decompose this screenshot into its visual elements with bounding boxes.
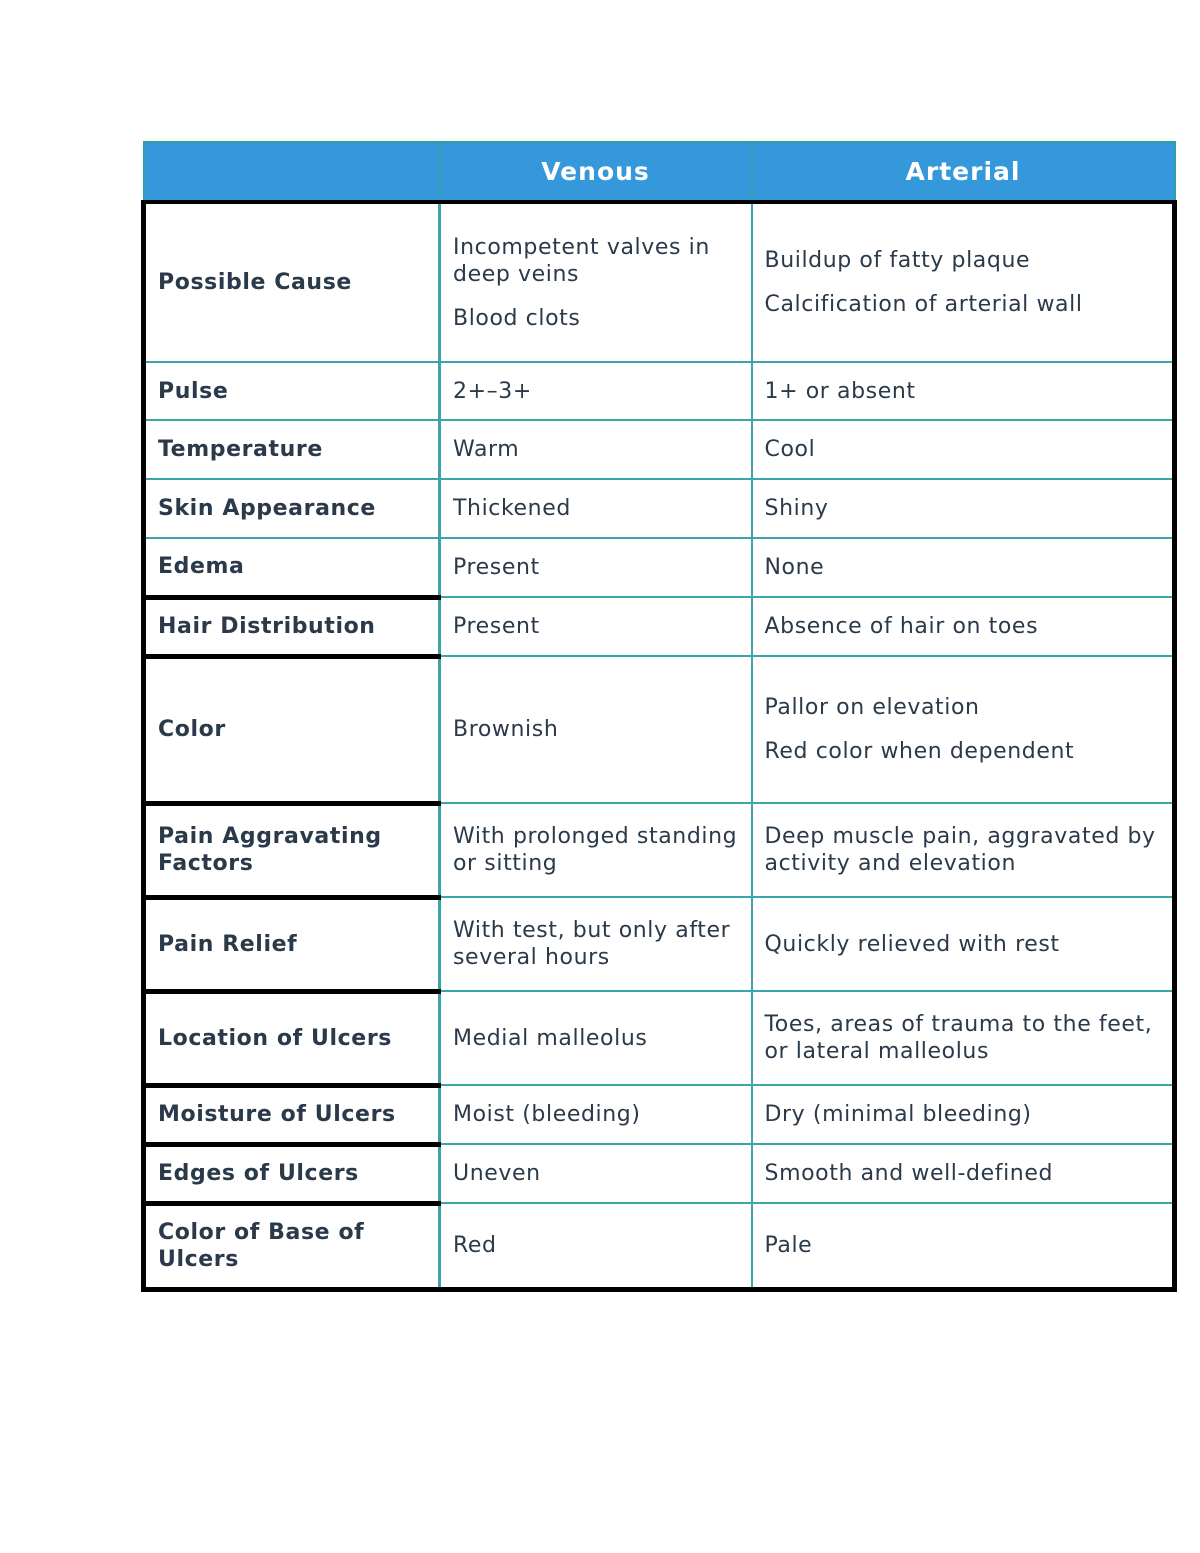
venous-cell [440, 1085, 752, 1144]
arterial-cell [752, 362, 1175, 420]
header-arterial: Arterial [752, 142, 1175, 202]
arterial-text: Cool [764, 437, 816, 462]
table-row [144, 1144, 1175, 1203]
row-label: Location of Ulcers [144, 991, 440, 1085]
venous-cell [440, 597, 752, 656]
arterial-text: Smooth and well-defined [764, 1161, 1054, 1186]
venous-text: Present [453, 614, 540, 639]
venous-cell [440, 897, 752, 991]
row-label: Moisture of Ulcers [144, 1085, 440, 1144]
table-row [144, 656, 1175, 803]
table-body [144, 202, 1175, 1289]
arterial-cell [752, 1144, 1175, 1203]
row-label: Pulse [144, 362, 440, 420]
venous-text: Thickened [453, 496, 571, 521]
table-row [144, 897, 1175, 991]
arterial-cell [752, 538, 1175, 597]
venous-text: With test, but only after several hours [453, 918, 731, 970]
venous-text: With prolonged standing or sitting [453, 824, 738, 876]
venous-text: Brownish [453, 717, 559, 742]
venous-cell [440, 362, 752, 420]
table-row [144, 803, 1175, 897]
venous-text: Incompetent valves in deep veins [453, 234, 710, 287]
venous-text: Medial malleolus [453, 1025, 648, 1051]
venous-cell [440, 1203, 752, 1289]
arterial-text: Calcification of arterial wall [764, 292, 1083, 317]
arterial-cell [752, 897, 1175, 991]
table-row [144, 479, 1175, 538]
venous-text: Moist (bleeding) [453, 1102, 641, 1127]
venous-cell [440, 202, 752, 362]
arterial-cell [752, 803, 1175, 897]
venous-text: Warm [453, 437, 520, 462]
arterial-text: Toes, areas of trauma to the feet, or lateral malleolus [764, 1012, 1153, 1064]
arterial-cell [752, 1203, 1175, 1289]
row-label: Possible Cause [144, 202, 440, 362]
arterial-cell [752, 1085, 1175, 1144]
arterial-text: Pallor on elevation [764, 695, 980, 720]
venous-cell [440, 656, 752, 803]
venous-text: Uneven [453, 1161, 541, 1186]
table-row [144, 597, 1175, 656]
table-row [144, 991, 1175, 1085]
arterial-cell [752, 656, 1175, 803]
venous-cell [440, 803, 752, 897]
row-label: Temperature [144, 420, 440, 479]
arterial-cell [752, 420, 1175, 479]
arterial-text: Absence of hair on toes [764, 614, 1039, 639]
venous-text: Blood clots [453, 305, 581, 331]
row-label: Pain Relief [144, 897, 440, 991]
table-row [144, 420, 1175, 479]
arterial-cell [752, 202, 1175, 362]
arterial-text: Shiny [764, 496, 829, 521]
venous-text: 2+–3+ [453, 378, 532, 404]
header-venous: Venous [440, 142, 752, 202]
venous-cell [440, 479, 752, 538]
table-row [144, 1203, 1175, 1289]
arterial-cell [752, 479, 1175, 538]
arterial-text: Quickly relieved with rest [764, 931, 1060, 957]
header-row [144, 142, 1175, 202]
venous-cell [440, 1144, 752, 1203]
row-label: Color of Base of Ulcers [144, 1203, 440, 1289]
row-label: Color [144, 656, 440, 803]
arterial-text: 1+ or absent [764, 378, 916, 404]
venous-cell [440, 991, 752, 1085]
row-label: Skin Appearance [144, 479, 440, 538]
row-label: Pain Aggravating Factors [144, 803, 440, 897]
arterial-text: Deep muscle pain, aggravated by activity and elevation [764, 824, 1156, 876]
arterial-cell [752, 991, 1175, 1085]
comparison-table [141, 141, 1177, 1292]
venous-cell [440, 420, 752, 479]
table-row [144, 362, 1175, 420]
arterial-text: Pale [764, 1232, 813, 1258]
arterial-text: None [764, 555, 825, 580]
arterial-text: Red color when dependent [764, 739, 1075, 764]
venous-text: Red [453, 1232, 497, 1258]
header-blank [144, 142, 440, 202]
table-row [144, 202, 1175, 362]
row-label: Hair Distribution [144, 597, 440, 656]
arterial-cell [752, 597, 1175, 656]
venous-text: Present [453, 555, 540, 580]
table-row [144, 538, 1175, 597]
row-label: Edges of Ulcers [144, 1144, 440, 1203]
arterial-text: Buildup of fatty plaque [764, 248, 1031, 273]
venous-cell [440, 538, 752, 597]
row-label: Edema [144, 538, 440, 597]
table-row [144, 1085, 1175, 1144]
arterial-text: Dry (minimal bleeding) [764, 1102, 1032, 1127]
